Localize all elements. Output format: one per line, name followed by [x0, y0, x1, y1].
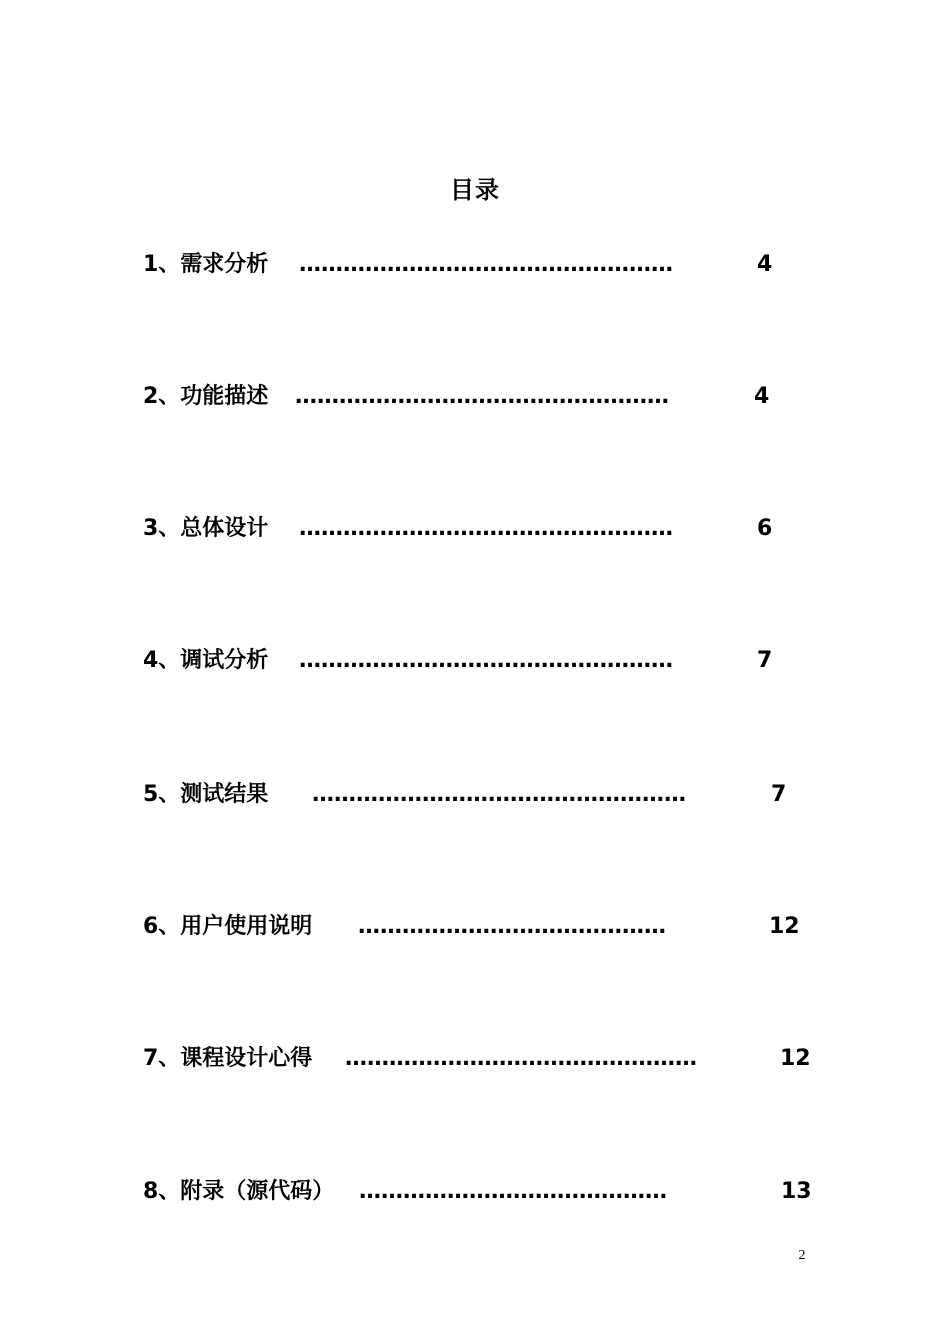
toc-entry-page: 4 [754, 384, 770, 409]
toc-entry-label: 5、测试结果 [143, 782, 269, 807]
toc-entry-label: 8、附录（源代码） [143, 1179, 335, 1204]
toc-entry-label: 4、调试分析 [143, 648, 269, 673]
toc-entry-page: 7 [757, 648, 773, 673]
toc-entry-page: 12 [780, 1046, 811, 1071]
toc-entry-label: 1、需求分析 [143, 252, 269, 277]
toc-entry-page: 12 [769, 914, 800, 939]
toc-entry-page: 6 [757, 516, 773, 541]
toc-entry [143, 910, 813, 944]
toc-entry-label: 7、课程设计心得 [143, 1046, 313, 1071]
toc-entry-leader: …………………………………………… [299, 516, 673, 541]
toc-entry-page: 13 [781, 1179, 812, 1204]
toc-entry [143, 1042, 823, 1076]
toc-entry-leader: …………………………………………… [295, 384, 669, 409]
toc-entry [143, 380, 783, 414]
toc-entry-label: 2、功能描述 [143, 384, 269, 409]
toc-entry-label: 6、用户使用说明 [143, 914, 313, 939]
toc-entry-leader: ………………………………………… [345, 1046, 697, 1071]
toc-entry [143, 644, 783, 678]
toc-entry-leader: …………………………………………… [312, 782, 686, 807]
toc-entry-page: 4 [757, 252, 773, 277]
toc-entry [143, 778, 803, 812]
toc-entry-leader: …………………………………… [359, 1179, 667, 1204]
page-number: 2 [798, 1248, 806, 1263]
toc-entry [143, 512, 783, 546]
toc-entry [143, 1175, 823, 1209]
toc-entry-label: 3、总体设计 [143, 516, 269, 541]
toc-entry-leader: …………………………………… [358, 914, 666, 939]
toc-title: 目录 [450, 176, 500, 204]
toc-entry-page: 7 [771, 782, 787, 807]
toc-entry-leader: …………………………………………… [299, 648, 673, 673]
toc-entry-leader: …………………………………………… [299, 252, 673, 277]
toc-entry [143, 248, 783, 282]
